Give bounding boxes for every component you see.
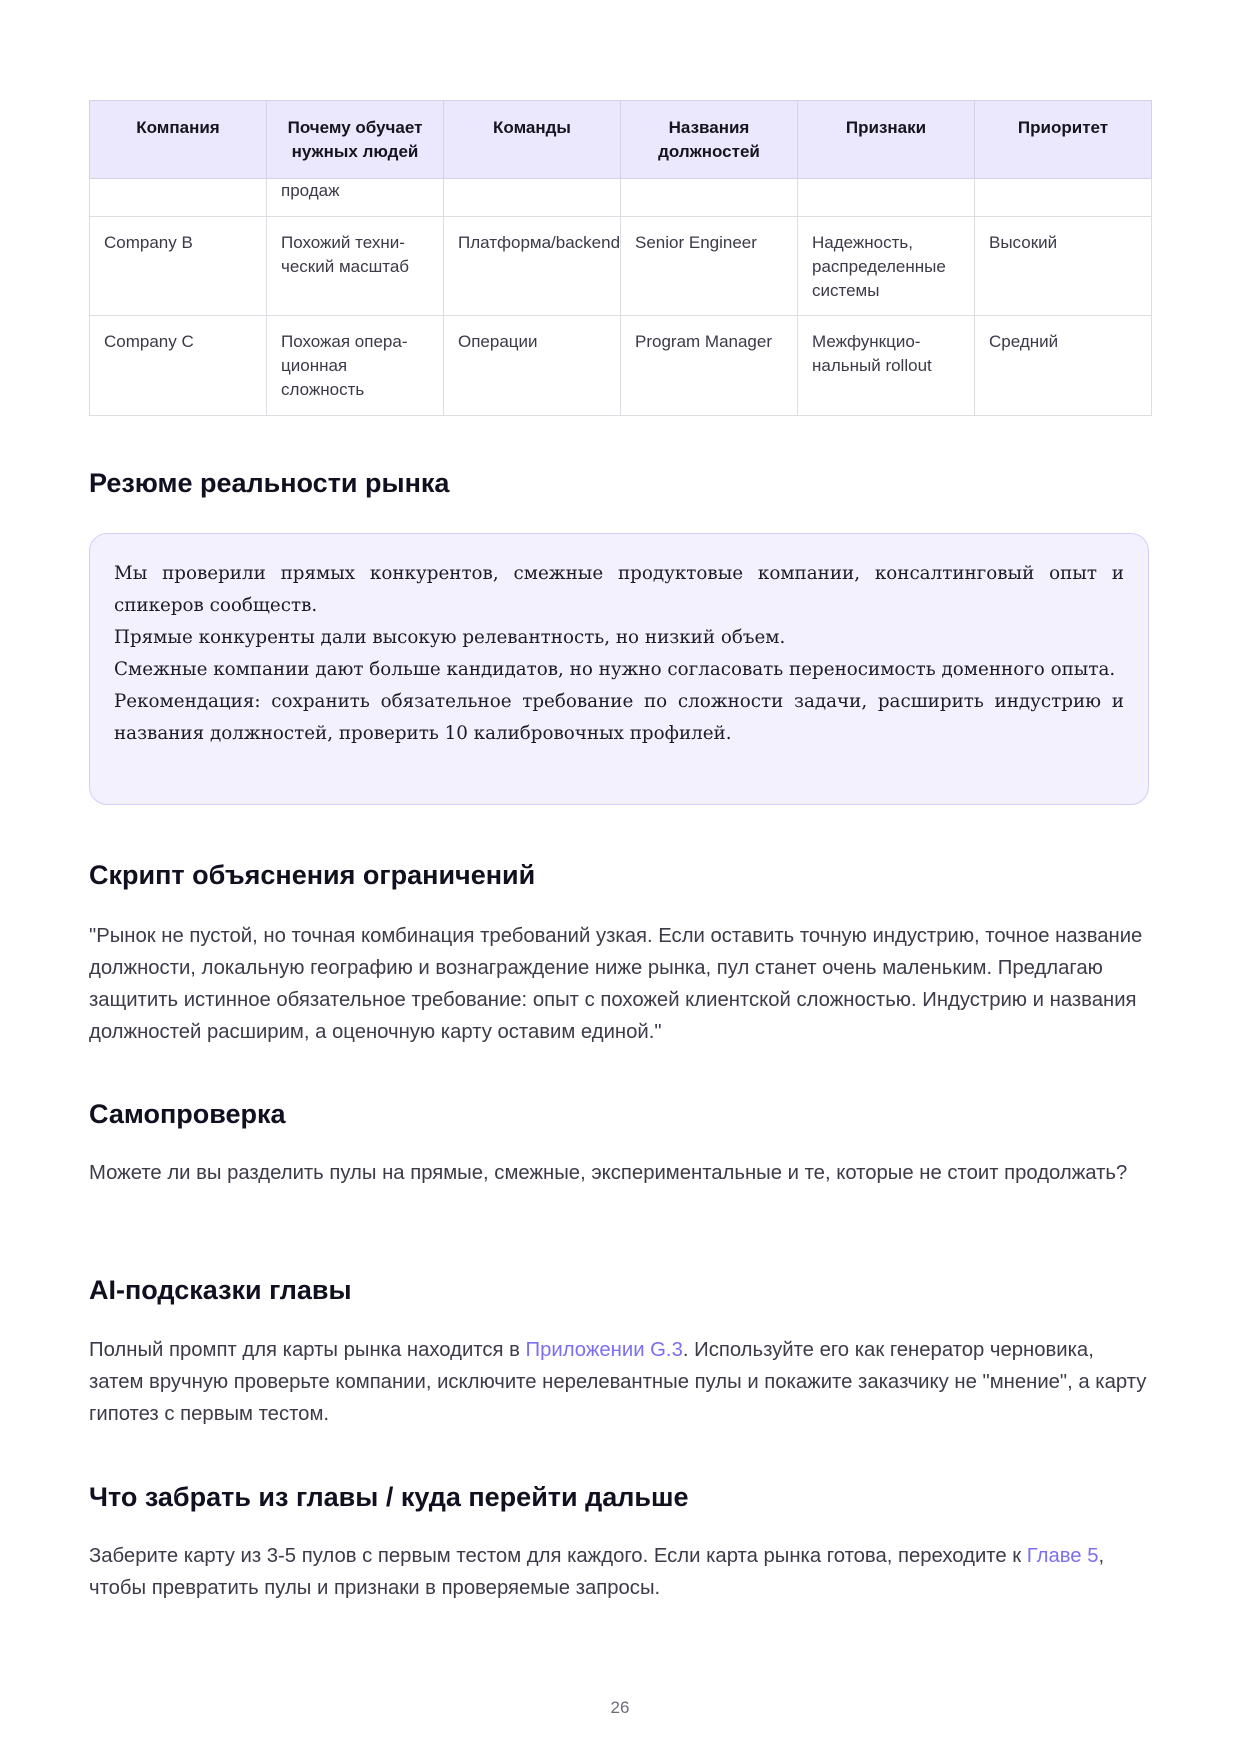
table-cell: Надежность, распределенные системы [798, 217, 975, 316]
table-header-cell: Признаки [798, 101, 975, 179]
market-summary-box [89, 533, 1149, 805]
table-cell: Средний [975, 316, 1152, 416]
appendix-g3-link[interactable]: Приложении G.3 [525, 1339, 683, 1361]
page-number: 26 [610, 1698, 630, 1717]
market-summary-heading: Резюме реальности рынка [89, 468, 450, 498]
table-cell [975, 179, 1152, 217]
table-cell: продаж [267, 179, 444, 217]
ai-hints-text [89, 1334, 1151, 1430]
chapter-5-link[interactable]: Главе 5 [1026, 1545, 1099, 1567]
table-row [90, 179, 1152, 217]
table-header-cell: Приоритет [975, 101, 1152, 179]
script-section-text: "Рынок не пустой, но точная комбинация требований узкая. Если оставить точную индустрию, точное название должности, локальную географию и вознаграждение ниже рынка, пул станет очень маленьким. Предлагаю защитить истинное обязательное требование: опыт с похожей клиентской сложностью. Индустрию и названия должностей расширим, а оценочную карту оставим единой." [89, 925, 1143, 1043]
summary-line: Прямые конкуренты дали высокую релевантность, но низкий объем. [114, 627, 786, 648]
self-check-text: Можете ли вы разделить пулы на прямые, смежные, экспериментальные и те, которые не стоит продолжать? [89, 1162, 1128, 1184]
self-check-heading: Самопроверка [89, 1099, 286, 1129]
takeaway-text [89, 1540, 1151, 1604]
table-cell: Похожий техни-ческий масштаб [267, 217, 444, 316]
takeaway-heading: Что забрать из главы / куда перейти дальше [89, 1482, 689, 1512]
table-cell: Похожая опера-ционная сложность [267, 316, 444, 416]
ai-hints-text-start: Полный промпт для карты рынка находится в [89, 1339, 526, 1361]
table-cell: Высокий [975, 217, 1152, 316]
table-cell: Операции [444, 316, 621, 416]
table-header-row [90, 101, 1152, 179]
table-header-cell: Команды [444, 101, 621, 179]
table-cell: Платформа/backend [444, 217, 621, 316]
table-cell [798, 179, 975, 217]
market-pools-table [89, 100, 1152, 416]
ai-hints-text-end: . Используйте его как генератор черновика, затем вручную проверьте компании, исключите нерелевантные пулы и покажите заказчику не "мнение", а карту гипотез с первым тестом. [89, 1339, 1147, 1425]
table-cell: Company C [90, 316, 267, 416]
ai-hints-heading: AI-подсказки главы [89, 1275, 352, 1305]
table-cell [444, 179, 621, 217]
table-cell: Senior Engineer [621, 217, 798, 316]
summary-line: Мы проверили прямых конкурентов, смежные продуктовые компании, консалтинговый опыт и спикеров сообществ. [114, 563, 1124, 616]
summary-line: Смежные компании дают больше кандидатов, но нужно согласовать переносимость доменного опыта. [114, 659, 1116, 680]
table-header-cell: Компания [90, 101, 267, 179]
table-header-cell: Почему обучает нужных людей [267, 101, 444, 179]
table-header-cell: Названия должностей [621, 101, 798, 179]
table-cell: Program Manager [621, 316, 798, 416]
table-cell [90, 179, 267, 217]
takeaway-text-end: , чтобы превратить пулы и признаки в проверяемые запросы. [89, 1545, 1105, 1599]
summary-line: Рекомендация: сохранить обязательное требование по сложности задачи, расширить индустрию и названия должностей, проверить 10 калибровочных профилей. [114, 691, 1124, 744]
script-section-heading: Скрипт объяснения ограничений [89, 860, 536, 890]
table-row [90, 217, 1152, 316]
table-cell [621, 179, 798, 217]
table-cell: Межфункцио-нальный rollout [798, 316, 975, 416]
takeaway-text-start: Заберите карту из 3-5 пулов с первым тестом для каждого. Если карта рынка готова, переходите к [89, 1545, 1027, 1567]
table-row [90, 316, 1152, 416]
table-cell: Company B [90, 217, 267, 316]
